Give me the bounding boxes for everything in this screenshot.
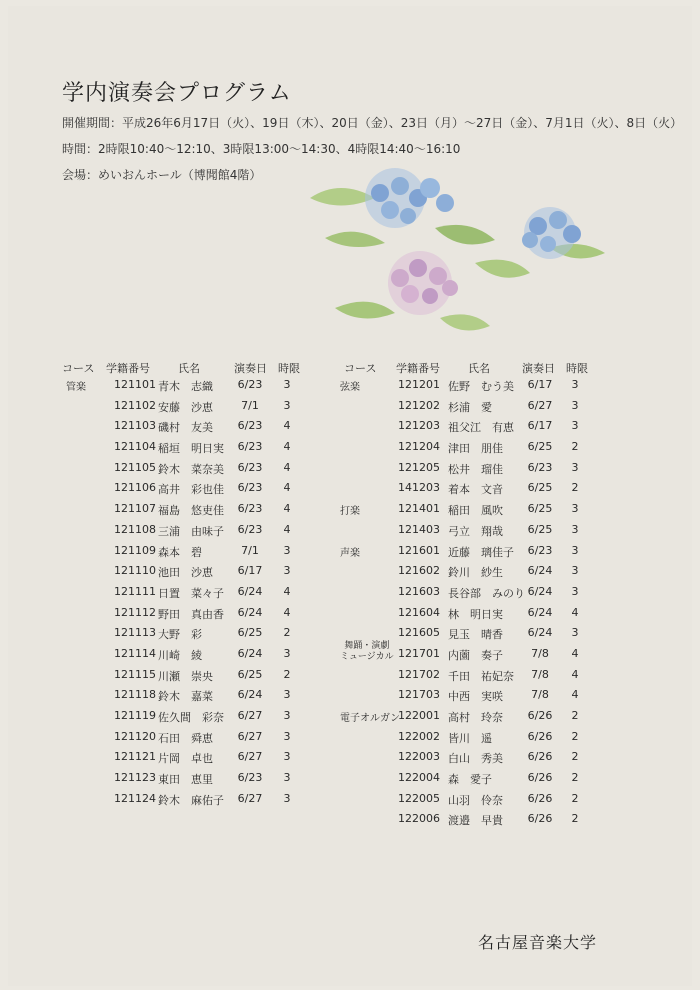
student-id-cell: 121204 bbox=[398, 440, 440, 454]
course-cell: 舞踊・演劇 ミュージカル bbox=[340, 640, 394, 662]
student-name-cell: 渡邉 早貴 bbox=[448, 814, 503, 828]
performance-date-cell: 6/25 bbox=[237, 667, 263, 681]
leaf-shape bbox=[435, 225, 495, 245]
performance-date-cell: 6/25 bbox=[527, 502, 553, 516]
performance-date-cell: 6/26 bbox=[527, 709, 553, 722]
leaf-shape bbox=[440, 314, 490, 330]
student-name-cell: 鈴木 麻佑子 bbox=[158, 793, 224, 807]
period-cell: 3 bbox=[571, 626, 579, 640]
period-cell: 3 bbox=[571, 522, 579, 536]
period-cell: 3 bbox=[283, 398, 291, 412]
student-id-cell: 121605 bbox=[398, 626, 440, 640]
student-id-cell: 121123 bbox=[114, 771, 156, 785]
period-cell: 3 bbox=[571, 584, 579, 598]
student-name-cell: 野田 真由香 bbox=[158, 607, 224, 621]
performance-date-cell: 7/8 bbox=[531, 688, 549, 702]
period-cell: 2 bbox=[571, 481, 579, 495]
event-venue: 会場：めいおんホール（博聞館4階） bbox=[62, 168, 262, 182]
student-name-cell: 青木 志織 bbox=[158, 380, 213, 393]
student-name-cell: 川瀬 崇央 bbox=[158, 669, 213, 683]
student-id-cell: 121103 bbox=[114, 419, 156, 433]
student-name-cell: 山羽 伶奈 bbox=[448, 793, 503, 807]
student-id-cell: 121702 bbox=[398, 667, 440, 681]
course-cell: 弦楽 bbox=[340, 382, 360, 393]
student-name-cell: 安藤 沙恵 bbox=[158, 400, 213, 414]
student-id-cell: 121201 bbox=[398, 378, 440, 391]
student-name-cell: 福島 悠吏佳 bbox=[158, 504, 224, 518]
period-cell: 3 bbox=[283, 646, 291, 660]
hydrangea-illustration bbox=[300, 168, 620, 348]
performance-date-cell: 6/24 bbox=[527, 605, 553, 619]
student-id-cell: 121108 bbox=[114, 522, 156, 536]
period-cell: 4 bbox=[571, 646, 579, 660]
period-cell: 3 bbox=[283, 543, 291, 557]
performance-date-cell: 6/24 bbox=[237, 688, 263, 702]
student-id-cell: 122006 bbox=[398, 812, 440, 826]
student-id-cell: 121119 bbox=[114, 709, 156, 722]
header-period: 時限 bbox=[278, 362, 300, 375]
performance-date-cell: 6/17 bbox=[527, 378, 553, 391]
student-name-cell: 杉浦 愛 bbox=[448, 400, 492, 414]
student-id-cell: 121109 bbox=[114, 543, 156, 557]
student-name-cell: 大野 彩 bbox=[158, 628, 202, 642]
student-name-cell: 稲垣 明日実 bbox=[158, 442, 224, 456]
performance-date-cell: 7/1 bbox=[241, 398, 259, 412]
performance-date-cell: 6/23 bbox=[527, 460, 553, 474]
performance-date-cell: 6/26 bbox=[527, 771, 553, 785]
performance-date-cell: 7/1 bbox=[241, 543, 259, 557]
student-id-cell: 121602 bbox=[398, 564, 440, 578]
period-cell: 3 bbox=[571, 398, 579, 412]
period-cell: 4 bbox=[571, 605, 579, 619]
student-name-cell: 皆川 遥 bbox=[448, 731, 492, 745]
performance-date-cell: 7/8 bbox=[531, 667, 549, 681]
header-course: コース bbox=[62, 362, 95, 375]
performance-date-cell: 6/17 bbox=[527, 419, 553, 433]
performance-date-cell: 6/27 bbox=[237, 750, 263, 764]
header-student-id: 学籍番号 bbox=[106, 362, 150, 375]
performance-date-cell: 6/23 bbox=[237, 502, 263, 516]
period-cell: 3 bbox=[283, 378, 291, 391]
header-course: コース bbox=[344, 362, 377, 375]
performance-date-cell: 6/27 bbox=[237, 729, 263, 743]
student-name-cell: 中西 実咲 bbox=[448, 690, 503, 704]
period-cell: 4 bbox=[283, 419, 291, 433]
leaf-shape bbox=[335, 302, 395, 319]
student-id-cell: 121111 bbox=[114, 584, 156, 598]
student-id-cell: 122005 bbox=[398, 791, 440, 805]
student-id-cell: 121401 bbox=[398, 502, 440, 516]
student-id-cell: 122002 bbox=[398, 729, 440, 743]
period-cell: 4 bbox=[283, 605, 291, 619]
page-title: 学内演奏会プログラム bbox=[62, 81, 292, 106]
performance-date-cell: 6/25 bbox=[527, 481, 553, 495]
student-name-cell: 近藤 璃佳子 bbox=[448, 545, 514, 559]
student-id-cell: 121121 bbox=[114, 750, 156, 764]
performance-date-cell: 6/23 bbox=[237, 481, 263, 495]
student-id-cell: 121701 bbox=[398, 646, 440, 660]
performance-date-cell: 6/24 bbox=[527, 584, 553, 598]
performance-date-cell: 6/23 bbox=[237, 378, 263, 391]
period-cell: 3 bbox=[571, 502, 579, 516]
performance-date-cell: 6/23 bbox=[237, 771, 263, 785]
student-name-cell: 高井 彩也佳 bbox=[158, 483, 224, 497]
student-id-cell: 122003 bbox=[398, 750, 440, 764]
period-cell: 4 bbox=[571, 688, 579, 702]
student-name-cell: 磯村 友美 bbox=[158, 421, 213, 435]
student-id-cell: 121115 bbox=[114, 667, 156, 681]
performance-date-cell: 6/23 bbox=[237, 419, 263, 433]
performance-date-cell: 6/17 bbox=[237, 564, 263, 578]
period-cell: 2 bbox=[571, 729, 579, 743]
header-date: 演奏日 bbox=[522, 362, 555, 375]
performance-date-cell: 6/23 bbox=[237, 440, 263, 454]
period-cell: 4 bbox=[283, 481, 291, 495]
student-id-cell: 121118 bbox=[114, 688, 156, 702]
student-id-cell: 121102 bbox=[114, 398, 156, 412]
period-cell: 4 bbox=[283, 460, 291, 474]
student-name-cell: 鈴木 嘉菜 bbox=[158, 690, 213, 704]
period-cell: 2 bbox=[571, 771, 579, 785]
performance-date-cell: 6/23 bbox=[527, 543, 553, 557]
student-id-cell: 121202 bbox=[398, 398, 440, 412]
period-cell: 3 bbox=[571, 543, 579, 557]
leaf-shape bbox=[475, 260, 530, 278]
period-cell: 2 bbox=[571, 709, 579, 722]
course-cell: 声楽 bbox=[340, 547, 360, 559]
performance-date-cell: 6/25 bbox=[527, 440, 553, 454]
student-id-cell: 122004 bbox=[398, 771, 440, 785]
performance-date-cell: 6/23 bbox=[237, 522, 263, 536]
student-name-cell: 川崎 綾 bbox=[158, 648, 202, 662]
period-cell: 3 bbox=[571, 564, 579, 578]
period-cell: 4 bbox=[283, 502, 291, 516]
student-name-cell: 鈴木 菜奈美 bbox=[158, 462, 224, 476]
student-id-cell: 121106 bbox=[114, 481, 156, 495]
performance-date-cell: 6/24 bbox=[237, 646, 263, 660]
student-id-cell: 121113 bbox=[114, 626, 156, 640]
student-name-cell: 三浦 由味子 bbox=[158, 524, 224, 538]
header-name: 氏名 bbox=[178, 362, 200, 375]
header-date: 演奏日 bbox=[234, 362, 267, 375]
student-name-cell: 祖父江 有恵 bbox=[448, 421, 514, 435]
performance-date-cell: 6/27 bbox=[237, 791, 263, 805]
student-id-cell: 121110 bbox=[114, 564, 156, 578]
period-cell: 2 bbox=[283, 667, 291, 681]
performance-date-cell: 6/26 bbox=[527, 791, 553, 805]
performance-date-cell: 6/24 bbox=[237, 605, 263, 619]
student-name-cell: 着本 文音 bbox=[448, 483, 503, 497]
student-id-cell: 121203 bbox=[398, 419, 440, 433]
student-name-cell: 弓立 翔哉 bbox=[448, 524, 503, 538]
period-cell: 2 bbox=[283, 626, 291, 640]
student-name-cell: 千田 祐妃奈 bbox=[448, 669, 514, 683]
period-cell: 3 bbox=[283, 791, 291, 805]
performance-date-cell: 6/23 bbox=[237, 460, 263, 474]
student-name-cell: 長谷部 みのり bbox=[448, 586, 525, 600]
event-time: 時間：2時限10:40～12:10、3時限13:00～14:30、4時限14:40～16:10 bbox=[62, 142, 461, 156]
student-id-cell: 121107 bbox=[114, 502, 156, 516]
event-period: 開催期間：平成26年6月17日（火）、19日（木）、20日（金）、23日（月）～27日（金）、7月1日（火）、8日（火） bbox=[62, 116, 683, 130]
period-cell: 4 bbox=[283, 522, 291, 536]
student-id-cell: 121101 bbox=[114, 378, 156, 391]
performance-date-cell: 6/25 bbox=[237, 626, 263, 640]
student-name-cell: 松井 瑠佳 bbox=[448, 462, 503, 476]
student-name-cell: 津田 朋佳 bbox=[448, 442, 503, 456]
header-period: 時限 bbox=[566, 362, 588, 375]
student-name-cell: 白山 秀美 bbox=[448, 752, 503, 766]
student-id-cell: 121604 bbox=[398, 605, 440, 619]
performance-date-cell: 7/8 bbox=[531, 646, 549, 660]
period-cell: 3 bbox=[283, 709, 291, 722]
period-cell: 3 bbox=[283, 750, 291, 764]
student-id-cell: 121603 bbox=[398, 584, 440, 598]
leaf-shape bbox=[325, 232, 385, 247]
student-id-cell: 121112 bbox=[114, 605, 156, 619]
period-cell: 3 bbox=[571, 460, 579, 474]
student-name-cell: 林 明日実 bbox=[448, 607, 503, 621]
student-name-cell: 鈴川 紗生 bbox=[448, 566, 503, 580]
performance-date-cell: 6/27 bbox=[527, 398, 553, 412]
student-name-cell: 池田 沙恵 bbox=[158, 566, 213, 580]
university-name: 名古屋音楽大学 bbox=[478, 933, 598, 952]
student-name-cell: 内薗 奏子 bbox=[448, 648, 503, 662]
student-name-cell: 佐久間 彩奈 bbox=[158, 711, 224, 724]
period-cell: 4 bbox=[283, 584, 291, 598]
student-id-cell: 121105 bbox=[114, 460, 156, 474]
period-cell: 2 bbox=[571, 812, 579, 826]
student-name-cell: 日置 菜々子 bbox=[158, 586, 224, 600]
student-id-cell: 121124 bbox=[114, 791, 156, 805]
performance-date-cell: 6/26 bbox=[527, 729, 553, 743]
student-id-cell: 121205 bbox=[398, 460, 440, 474]
performance-date-cell: 6/27 bbox=[237, 709, 263, 722]
period-cell: 3 bbox=[571, 378, 579, 391]
period-cell: 3 bbox=[571, 419, 579, 433]
period-cell: 2 bbox=[571, 750, 579, 764]
student-name-cell: 森本 碧 bbox=[158, 545, 202, 559]
performance-date-cell: 6/25 bbox=[527, 522, 553, 536]
student-name-cell: 森 愛子 bbox=[448, 773, 492, 787]
student-name-cell: 高村 玲奈 bbox=[448, 711, 503, 724]
course-cell: 電子オルガン bbox=[340, 713, 400, 724]
student-id-cell: 121104 bbox=[114, 440, 156, 454]
student-id-cell: 121601 bbox=[398, 543, 440, 557]
period-cell: 3 bbox=[283, 688, 291, 702]
period-cell: 3 bbox=[283, 564, 291, 578]
performance-date-cell: 6/24 bbox=[237, 584, 263, 598]
period-cell: 4 bbox=[283, 440, 291, 454]
student-id-cell: 141203 bbox=[398, 481, 440, 495]
header-student-id: 学籍番号 bbox=[396, 362, 440, 375]
student-name-cell: 東田 恵里 bbox=[158, 773, 213, 787]
performance-date-cell: 6/26 bbox=[527, 812, 553, 826]
student-id-cell: 121120 bbox=[114, 729, 156, 743]
student-id-cell: 121403 bbox=[398, 522, 440, 536]
performance-date-cell: 6/24 bbox=[527, 626, 553, 640]
student-id-cell: 121114 bbox=[114, 646, 156, 660]
student-name-cell: 見玉 晴香 bbox=[448, 628, 503, 642]
period-cell: 2 bbox=[571, 440, 579, 454]
performance-date-cell: 6/24 bbox=[527, 564, 553, 578]
period-cell: 3 bbox=[283, 771, 291, 785]
period-cell: 3 bbox=[283, 729, 291, 743]
header-name: 氏名 bbox=[468, 362, 490, 375]
student-name-cell: 片岡 卓也 bbox=[158, 752, 213, 766]
student-id-cell: 121703 bbox=[398, 688, 440, 702]
course-cell: 管楽 bbox=[66, 382, 86, 393]
student-id-cell: 122001 bbox=[398, 709, 440, 722]
period-cell: 2 bbox=[571, 791, 579, 805]
period-cell: 4 bbox=[571, 667, 579, 681]
student-name-cell: 稲田 風吹 bbox=[448, 504, 503, 518]
course-cell: 打楽 bbox=[340, 506, 360, 518]
student-name-cell: 石田 舜恵 bbox=[158, 731, 213, 745]
student-name-cell: 佐野 むう美 bbox=[448, 380, 514, 393]
performance-date-cell: 6/26 bbox=[527, 750, 553, 764]
